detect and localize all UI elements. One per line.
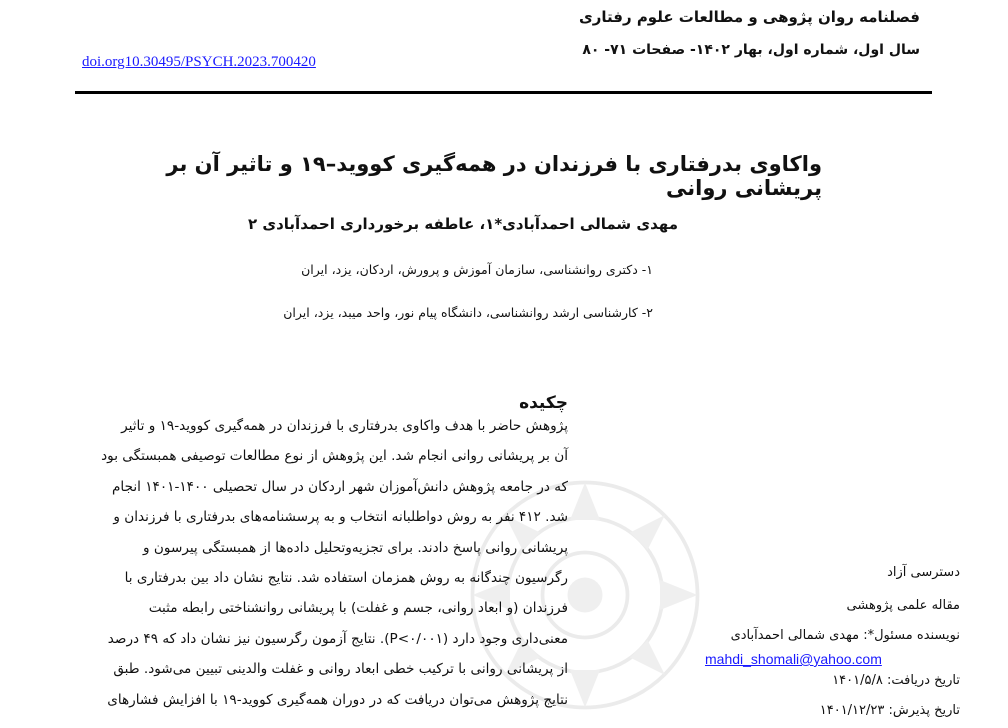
abstract-line: فرزندان (و ابعاد روانی، جسم و غفلت) با پریشانی روانشناختی رابطه مثبت [148, 600, 568, 617]
article-type-label: مقاله علمی پژوهشی [846, 598, 960, 613]
abstract-line: شد. ۴۱۲ نفر به روش دواطلبانه انتخاب و به پرسشنامه‌های بدرفتاری با فرزندان و [113, 509, 568, 526]
abstract-line: از پریشانی روانی با ترکیب خطی ابعاد روانی و غفلت والدینی تبیین می‌شود. طبق [113, 661, 568, 678]
author-email-link[interactable]: mahdi_shomali@yahoo.com [705, 651, 882, 667]
abstract-line: معنی‌داری وجود دارد (P<۰/۰۰۱). نتایج آزمون رگرسیون نیز نشان داد که ۴۹ درصد [107, 630, 568, 647]
open-access-label: دسترسی آزاد [887, 565, 960, 580]
abstract-line: نتایج پژوهش می‌توان دریافت که در دوران همه‌گیری کووید-۱۹ با افزایش فشارهای [107, 691, 568, 708]
abstract-heading: چکیده [519, 393, 568, 413]
article-title: واکاوی بدرفتاری با فرزندان در همه‌گیری کووید–۱۹ و تاثیر آن بر پریشانی روانی [166, 152, 822, 200]
accepted-date: تاریخ پذیرش: ۱۴۰۱/۱۲/۲۳ [819, 703, 960, 718]
journal-issue-info: سال اول، شماره اول، بهار ۱۴۰۲- صفحات ۷۱- ۸۰ [582, 42, 920, 58]
abstract-line: رگرسیون چندگانه به روش همزمان استفاده شد. نتایج نشان داد بین بدرفتاری با [124, 569, 568, 586]
header-divider [75, 91, 932, 94]
abstract-line: که در جامعه پژوهش دانش‌آموزان شهر اردکان در سال تحصیلی ۱۴۰۰-۱۴۰۱ انجام [112, 478, 568, 495]
affiliation-2: ۲- کارشناسی ارشد روانشناسی، دانشگاه پیام نور، واحد میبد، یزد، ایران [283, 305, 653, 320]
abstract-line: پریشانی روانی پاسخ دادند. برای تجزیه‌وتحلیل داده‌ها از همبستگی پیرسون و [143, 539, 568, 556]
author-line: مهدی شمالی احمدآبادی*۱، عاطفه برخورداری احمدآبادی ۲ [247, 215, 678, 233]
journal-title: فصلنامه روان پژوهی و مطالعات علوم رفتاری [579, 8, 920, 26]
corresponding-author: نویسنده مسئول*: مهدی شمالی احمدآبادی [730, 628, 960, 643]
received-date: تاریخ دریافت: ۱۴۰۱/۵/۸ [832, 673, 960, 688]
abstract-body [101, 418, 568, 728]
affiliation-1: ۱- دکتری روانشناسی، سازمان آموزش و پرورش، اردکان، یزد، ایران [301, 262, 653, 277]
abstract-line: آن بر پریشانی روانی انجام شد. این پژوهش از نوع مطالعات توصیفی همبستگی بود [101, 448, 568, 465]
abstract-line: پژوهش حاضر با هدف واکاوی بدرفتاری با فرزندان در همه‌گیری کووید-۱۹ و تاثیر [121, 418, 568, 434]
doi-link[interactable]: doi.org10.30495/PSYCH.2023.700420 [82, 54, 316, 70]
